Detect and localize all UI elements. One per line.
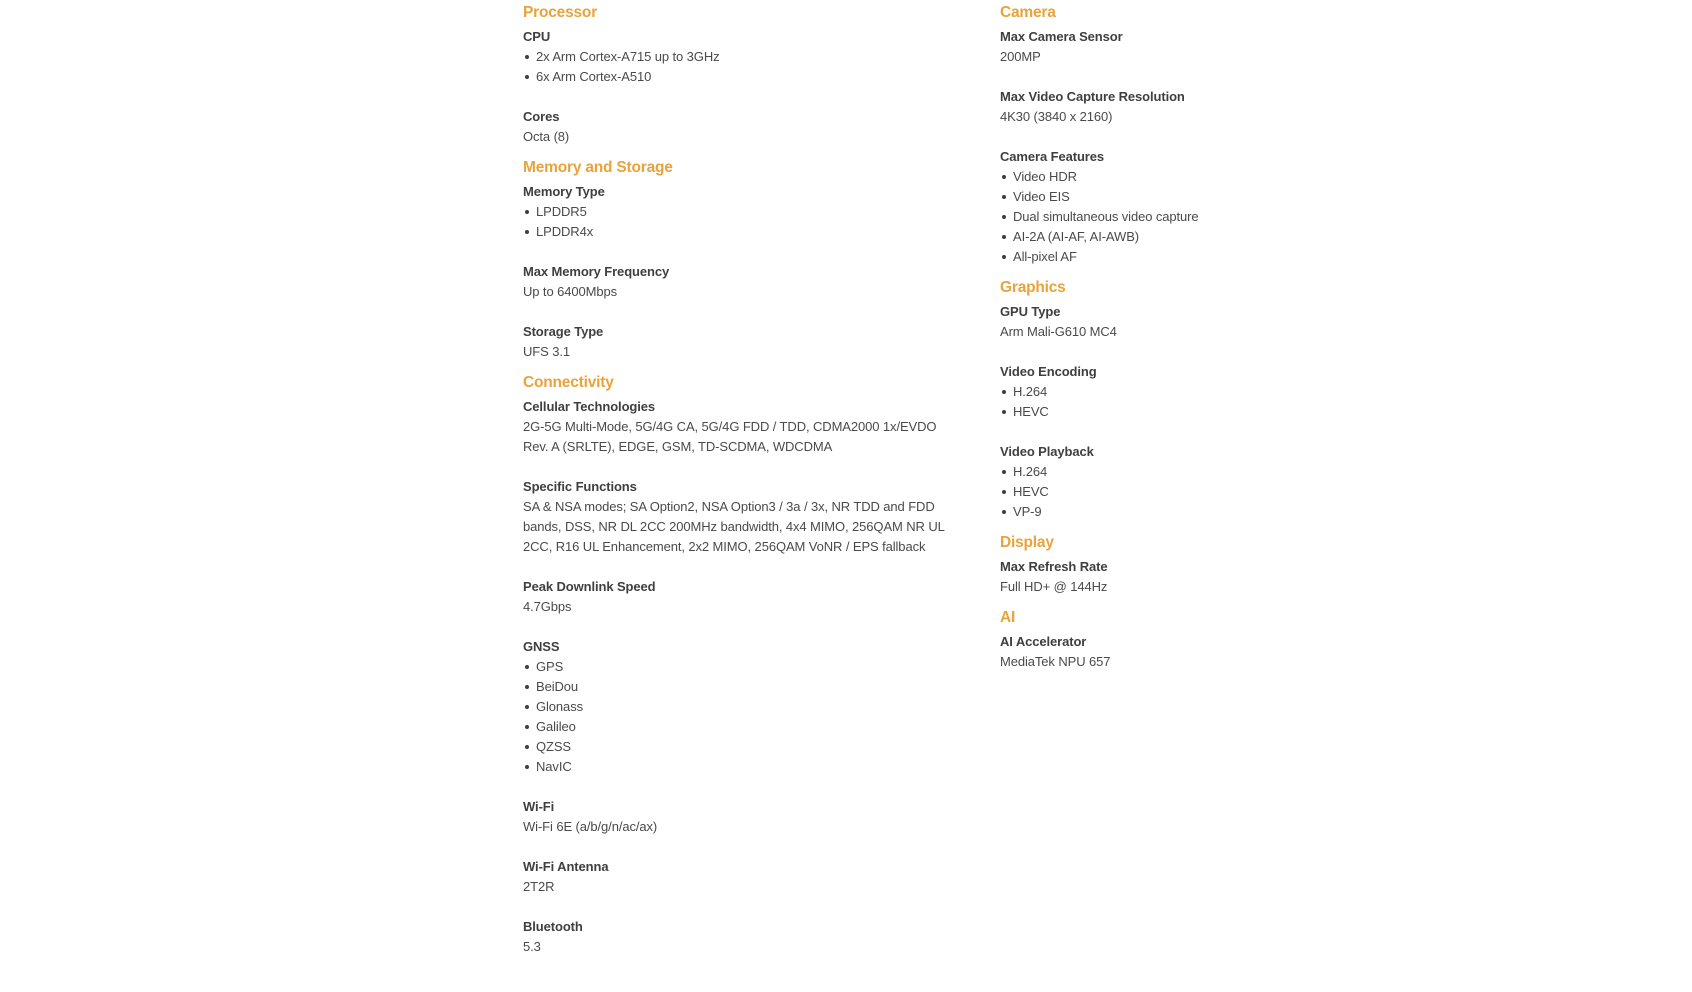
spec-cores (523, 107, 963, 147)
spec-label-peak-downlink: Peak Downlink Speed (523, 579, 656, 594)
spec-list-video-playback (1000, 462, 1440, 522)
list-item: Video EIS (1013, 187, 1440, 207)
spec-label-gnss: GNSS (523, 639, 560, 654)
spec-value-bluetooth: 5.3 (523, 939, 541, 954)
list-item: Glonass (536, 697, 963, 717)
spec-max-memory-frequency (523, 262, 963, 302)
spec-label-specific-functions: Specific Functions (523, 479, 637, 494)
list-item: H.264 (1013, 382, 1440, 402)
section-display (1000, 533, 1440, 597)
spec-cellular (523, 397, 963, 457)
spec-value-ai-accelerator: MediaTek NPU 657 (1000, 654, 1111, 669)
section-memory (523, 158, 963, 362)
spec-value-max-camera-sensor: 200MP (1000, 49, 1041, 64)
spec-list-memory-type (523, 202, 963, 242)
spec-value-max-video-capture: 4K30 (3840 x 2160) (1000, 109, 1113, 124)
section-title-camera: Camera (1000, 4, 1056, 21)
spec-value-max-memory-frequency: Up to 6400Mbps (523, 284, 617, 299)
spec-video-playback (1000, 442, 1440, 522)
spec-wifi (523, 797, 963, 837)
list-item: Dual simultaneous video capture (1013, 207, 1440, 227)
spec-max-camera-sensor (1000, 27, 1440, 67)
list-item: All-pixel AF (1013, 247, 1440, 267)
spec-label-wifi-antenna: Wi-Fi Antenna (523, 859, 609, 874)
list-item: Video HDR (1013, 167, 1440, 187)
spec-label-max-video-capture: Max Video Capture Resolution (1000, 89, 1185, 104)
list-item: HEVC (1013, 482, 1440, 502)
spec-label-memory-type: Memory Type (523, 184, 605, 199)
spec-max-video-capture (1000, 87, 1440, 127)
spec-value-max-refresh-rate: Full HD+ @ 144Hz (1000, 579, 1108, 594)
spec-value-peak-downlink: 4.7Gbps (523, 599, 572, 614)
section-ai (1000, 608, 1440, 672)
section-title-graphics: Graphics (1000, 279, 1066, 296)
spec-video-encoding (1000, 362, 1440, 422)
list-item: LPDDR5 (536, 202, 963, 222)
spec-column-left (523, 0, 963, 957)
spec-label-max-camera-sensor: Max Camera Sensor (1000, 29, 1123, 44)
spec-value-gpu-type: Arm Mali-G610 MC4 (1000, 324, 1117, 339)
section-graphics (1000, 278, 1440, 522)
list-item: H.264 (1013, 462, 1440, 482)
spec-list-cpu (523, 47, 963, 87)
spec-list-video-encoding (1000, 382, 1440, 422)
spec-camera-features (1000, 147, 1440, 267)
list-item: BeiDou (536, 677, 963, 697)
spec-max-refresh-rate (1000, 557, 1440, 597)
list-item: HEVC (1013, 402, 1440, 422)
spec-peak-downlink (523, 577, 963, 617)
spec-bluetooth (523, 917, 963, 957)
spec-storage-type (523, 322, 963, 362)
spec-label-ai-accelerator: AI Accelerator (1000, 634, 1087, 649)
spec-label-video-playback: Video Playback (1000, 444, 1094, 459)
spec-label-cellular: Cellular Technologies (523, 399, 656, 414)
list-item: 2x Arm Cortex-A715 up to 3GHz (536, 47, 963, 67)
section-title-processor: Processor (523, 4, 598, 21)
spec-label-cpu: CPU (523, 29, 551, 44)
list-item: LPDDR4x (536, 222, 963, 242)
spec-label-max-memory-frequency: Max Memory Frequency (523, 264, 670, 279)
spec-value-specific-functions: SA & NSA modes; SA Option2, NSA Option3 / 3a / 3x, NR TDD and FDD bands, DSS, NR DL 2CC 200MHz bandwidth, 4x4 MIMO, 256QAM NR UL 2CC, R16 UL Enhancement, 2x2 MIMO, 256QAM VoNR / EPS fallback (523, 499, 945, 554)
spec-label-bluetooth: Bluetooth (523, 919, 583, 934)
spec-label-gpu-type: GPU Type (1000, 304, 1061, 319)
section-title-memory: Memory and Storage (523, 159, 673, 176)
spec-ai-accelerator (1000, 632, 1440, 672)
spec-wifi-antenna (523, 857, 963, 897)
spec-label-cores: Cores (523, 109, 560, 124)
section-title-display: Display (1000, 534, 1054, 551)
spec-value-wifi-antenna: 2T2R (523, 879, 555, 894)
spec-label-max-refresh-rate: Max Refresh Rate (1000, 559, 1108, 574)
spec-specific-functions (523, 477, 963, 557)
section-connectivity (523, 373, 963, 957)
section-processor (523, 3, 963, 147)
spec-value-cellular: 2G-5G Multi-Mode, 5G/4G CA, 5G/4G FDD / TDD, CDMA2000 1x/EVDO Rev. A (SRLTE), EDGE, GSM, TD-SCDMA, WDCDMA (523, 419, 937, 454)
spec-column-right (1000, 0, 1440, 672)
spec-list-gnss (523, 657, 963, 777)
list-item: NavIC (536, 757, 963, 777)
spec-gpu-type (1000, 302, 1440, 342)
spec-label-video-encoding: Video Encoding (1000, 364, 1097, 379)
spec-memory-type (523, 182, 963, 242)
list-item: GPS (536, 657, 963, 677)
spec-value-cores: Octa (8) (523, 129, 570, 144)
section-camera (1000, 3, 1440, 267)
spec-list-camera-features (1000, 167, 1440, 267)
spec-label-camera-features: Camera Features (1000, 149, 1104, 164)
spec-label-wifi: Wi-Fi (523, 799, 555, 814)
list-item: AI-2A (AI-AF, AI-AWB) (1013, 227, 1440, 247)
list-item: QZSS (536, 737, 963, 757)
spec-gnss (523, 637, 963, 777)
spec-cpu (523, 27, 963, 87)
list-item: VP-9 (1013, 502, 1440, 522)
spec-value-wifi: Wi-Fi 6E (a/b/g/n/ac/ax) (523, 819, 658, 834)
list-item: 6x Arm Cortex-A510 (536, 67, 963, 87)
section-title-ai: AI (1000, 609, 1016, 626)
list-item: Galileo (536, 717, 963, 737)
section-title-connectivity: Connectivity (523, 374, 614, 391)
spec-label-storage-type: Storage Type (523, 324, 604, 339)
spec-value-storage-type: UFS 3.1 (523, 344, 570, 359)
